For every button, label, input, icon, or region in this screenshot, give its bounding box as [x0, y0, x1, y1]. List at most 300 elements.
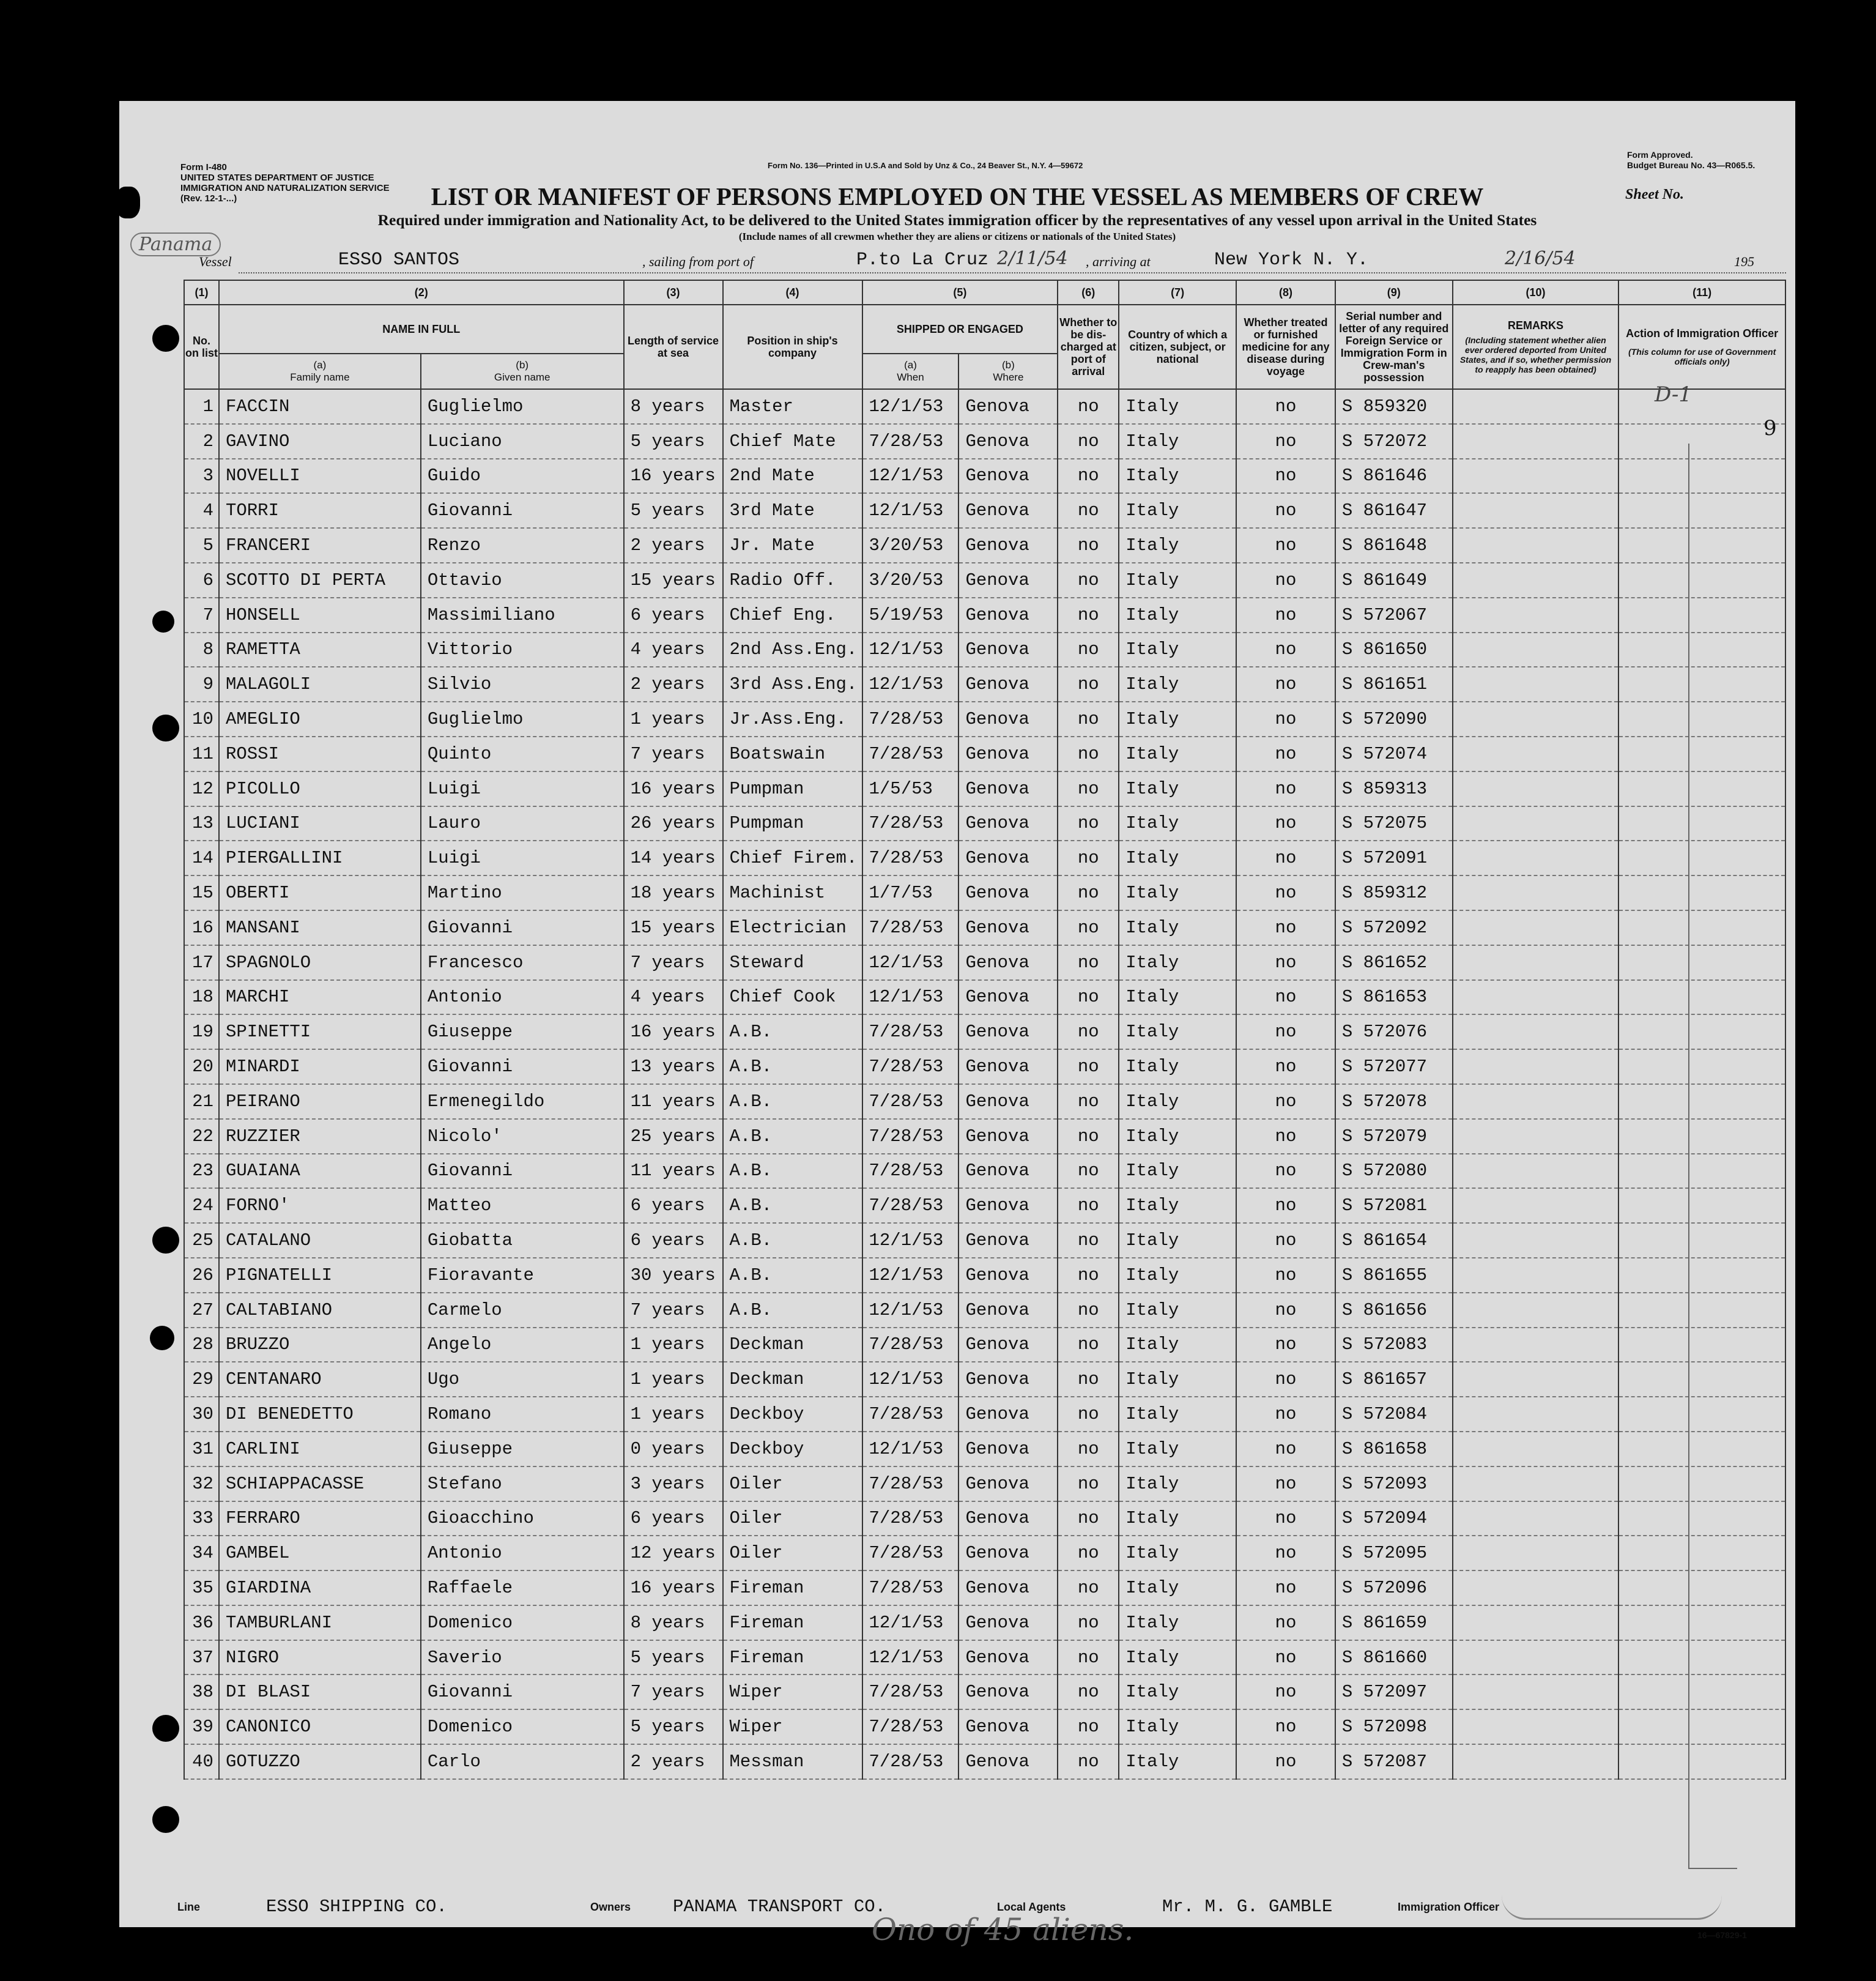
position-cell: Deckboy — [723, 1432, 862, 1466]
service-length-cell: 6 years — [624, 1223, 723, 1258]
port-to: New York N. Y. — [1214, 250, 1369, 270]
discharged-cell: no — [1058, 1049, 1119, 1084]
family-name-cell: GUAIANA — [219, 1154, 421, 1189]
service-length-cell: 5 years — [624, 1709, 723, 1744]
list-number-cell: 29 — [184, 1362, 219, 1397]
shipped-where-cell: Genova — [958, 945, 1058, 980]
table-row — [184, 424, 1785, 459]
binder-hole — [152, 611, 174, 633]
shipped-when-cell: 12/1/53 — [862, 1362, 959, 1397]
shipped-when-cell: 7/28/53 — [862, 910, 959, 945]
given-name-cell: Massimiliano — [421, 598, 624, 633]
treated-cell: no — [1236, 598, 1335, 633]
position-cell: A.B. — [723, 1119, 862, 1154]
treated-cell: no — [1236, 493, 1335, 528]
shipped-when-cell: 12/1/53 — [862, 1293, 959, 1328]
vessel-name: ESSO SANTOS — [338, 250, 460, 270]
remarks-cell — [1453, 1014, 1619, 1049]
remarks-cell — [1453, 493, 1619, 528]
shipped-where-cell: Genova — [958, 1744, 1058, 1779]
country-cell: Italy — [1119, 1570, 1236, 1605]
country-cell: Italy — [1119, 910, 1236, 945]
shipped-where-cell: Genova — [958, 1466, 1058, 1501]
action-cell — [1618, 1432, 1785, 1466]
table-row — [184, 1570, 1785, 1605]
discharged-cell: no — [1058, 806, 1119, 841]
remarks-cell — [1453, 598, 1619, 633]
treated-cell: no — [1236, 1084, 1335, 1119]
given-name-cell: Luigi — [421, 841, 624, 875]
shipped-where-cell: Genova — [958, 771, 1058, 806]
given-name-cell: Giuseppe — [421, 1014, 624, 1049]
col11-note: (This column for use of Government officials only) — [1628, 347, 1776, 366]
given-name-cell: Giovanni — [421, 493, 624, 528]
shipped-where-cell: Genova — [958, 667, 1058, 702]
shipped-when-cell: 7/28/53 — [862, 1154, 959, 1189]
shipped-when-cell: 7/28/53 — [862, 1674, 959, 1709]
col2b-title: (b) Given name — [421, 354, 624, 389]
action-cell — [1618, 1049, 1785, 1084]
country-cell: Italy — [1119, 1014, 1236, 1049]
list-number-cell: 13 — [184, 806, 219, 841]
table-row — [184, 1188, 1785, 1223]
shipped-when-cell: 12/1/53 — [862, 1605, 959, 1640]
country-cell: Italy — [1119, 1744, 1236, 1779]
action-cell — [1618, 1154, 1785, 1189]
given-name-cell: Luigi — [421, 771, 624, 806]
service-length-cell: 30 years — [624, 1258, 723, 1293]
list-number-cell: 12 — [184, 771, 219, 806]
treated-cell: no — [1236, 1501, 1335, 1536]
discharged-cell: no — [1058, 598, 1119, 633]
position-cell: Radio Off. — [723, 563, 862, 598]
country-cell: Italy — [1119, 980, 1236, 1015]
shipped-when-cell: 1/5/53 — [862, 771, 959, 806]
position-cell: Jr.Ass.Eng. — [723, 702, 862, 737]
list-number-cell: 27 — [184, 1293, 219, 1328]
country-cell: Italy — [1119, 1640, 1236, 1675]
discharged-cell: no — [1058, 1293, 1119, 1328]
action-cell — [1618, 563, 1785, 598]
shipped-where-cell: Genova — [958, 980, 1058, 1015]
remarks-cell — [1453, 1258, 1619, 1293]
table-row — [184, 1223, 1785, 1258]
treated-cell: no — [1236, 910, 1335, 945]
col3-header: (3) — [624, 280, 723, 305]
shipped-where-cell: Genova — [958, 459, 1058, 494]
given-name-cell: Giovanni — [421, 1154, 624, 1189]
country-cell: Italy — [1119, 1258, 1236, 1293]
action-cell — [1618, 806, 1785, 841]
shipped-when-cell: 7/28/53 — [862, 841, 959, 875]
shipped-when-cell: 3/20/53 — [862, 528, 959, 563]
country-cell: Italy — [1119, 1674, 1236, 1709]
col6-title: Whether to be dis-charged at port of arrival — [1058, 305, 1119, 389]
given-name-cell: Giovanni — [421, 1049, 624, 1084]
action-cell — [1618, 945, 1785, 980]
table-row — [184, 598, 1785, 633]
family-name-cell: PICOLLO — [219, 771, 421, 806]
shipped-when-cell: 12/1/53 — [862, 633, 959, 667]
remarks-cell — [1453, 841, 1619, 875]
position-cell: Chief Mate — [723, 424, 862, 459]
family-name-cell: NIGRO — [219, 1640, 421, 1675]
country-cell: Italy — [1119, 528, 1236, 563]
list-number-cell: 1 — [184, 389, 219, 424]
table-row — [184, 737, 1785, 771]
country-cell: Italy — [1119, 459, 1236, 494]
service-length-cell: 5 years — [624, 424, 723, 459]
service-length-cell: 18 years — [624, 875, 723, 910]
position-cell: A.B. — [723, 1188, 862, 1223]
list-number-cell: 32 — [184, 1466, 219, 1501]
serial-number-cell: S 861658 — [1335, 1432, 1453, 1466]
list-number-cell: 10 — [184, 702, 219, 737]
col11-header: (11) — [1618, 280, 1785, 305]
serial-number-cell: S 861649 — [1335, 563, 1453, 598]
position-cell: A.B. — [723, 1258, 862, 1293]
given-name-cell: Martino — [421, 875, 624, 910]
col10-note: (Including statement whether alien ever ordered deported from United States, and if so, whether permission to reapply has been obtained) — [1459, 335, 1612, 374]
serial-number-cell: S 861647 — [1335, 493, 1453, 528]
country-cell: Italy — [1119, 1501, 1236, 1536]
remarks-cell — [1453, 1536, 1619, 1570]
family-name-cell: PIGNATELLI — [219, 1258, 421, 1293]
shipped-when-cell: 12/1/53 — [862, 1258, 959, 1293]
given-name-cell: Ugo — [421, 1362, 624, 1397]
shipped-where-cell: Genova — [958, 633, 1058, 667]
position-cell: Fireman — [723, 1640, 862, 1675]
position-cell: Wiper — [723, 1709, 862, 1744]
serial-number-cell: S 572077 — [1335, 1049, 1453, 1084]
shipped-when-cell: 3/20/53 — [862, 563, 959, 598]
shipped-where-cell: Genova — [958, 1501, 1058, 1536]
shipped-where-cell: Genova — [958, 702, 1058, 737]
service-length-cell: 4 years — [624, 980, 723, 1015]
service-length-cell: 14 years — [624, 841, 723, 875]
col2-header: (2) — [219, 280, 624, 305]
col4-header: (4) — [723, 280, 862, 305]
family-name-cell: MANSANI — [219, 910, 421, 945]
position-cell: Oiler — [723, 1466, 862, 1501]
treated-cell: no — [1236, 1744, 1335, 1779]
serial-number-cell: S 859320 — [1335, 389, 1453, 424]
serial-number-cell: S 572074 — [1335, 737, 1453, 771]
list-number-cell: 26 — [184, 1258, 219, 1293]
serial-number-cell: S 861654 — [1335, 1223, 1453, 1258]
given-name-cell: Silvio — [421, 667, 624, 702]
action-cell — [1618, 1328, 1785, 1362]
discharged-cell: no — [1058, 1501, 1119, 1536]
shipped-where-cell: Genova — [958, 875, 1058, 910]
port-from: P.to La Cruz — [856, 250, 989, 270]
treated-cell: no — [1236, 1258, 1335, 1293]
given-name-cell: Angelo — [421, 1328, 624, 1362]
remarks-cell — [1453, 459, 1619, 494]
service-length-cell: 7 years — [624, 1674, 723, 1709]
remarks-cell — [1453, 1154, 1619, 1189]
treated-cell: no — [1236, 702, 1335, 737]
position-cell: Deckman — [723, 1362, 862, 1397]
serial-number-cell: S 572084 — [1335, 1397, 1453, 1432]
discharged-cell: no — [1058, 633, 1119, 667]
bottom-handwritten-note: Ono of 45 aliens. — [872, 1912, 1134, 1947]
given-name-cell: Antonio — [421, 1536, 624, 1570]
shipped-when-cell: 7/28/53 — [862, 1328, 959, 1362]
list-number-cell: 37 — [184, 1640, 219, 1675]
given-name-cell: Guido — [421, 459, 624, 494]
position-cell: Oiler — [723, 1501, 862, 1536]
owners-label: Owners — [590, 1901, 631, 1913]
country-cell: Italy — [1119, 667, 1236, 702]
position-cell: 3rd Mate — [723, 493, 862, 528]
remarks-cell — [1453, 667, 1619, 702]
shipped-when-cell: 12/1/53 — [862, 459, 959, 494]
discharged-cell: no — [1058, 1328, 1119, 1362]
given-name-cell: Saverio — [421, 1640, 624, 1675]
family-name-cell: DI BENEDETTO — [219, 1397, 421, 1432]
col4-title: Position in ship's company — [723, 305, 862, 389]
table-row — [184, 1014, 1785, 1049]
serial-number-cell: S 572095 — [1335, 1536, 1453, 1570]
given-name-cell: Giovanni — [421, 910, 624, 945]
action-cell — [1618, 633, 1785, 667]
list-number-cell: 18 — [184, 980, 219, 1015]
service-length-cell: 3 years — [624, 1466, 723, 1501]
table-row — [184, 1605, 1785, 1640]
serial-number-cell: S 859312 — [1335, 875, 1453, 910]
binder-hole — [152, 1227, 179, 1254]
list-number-cell: 22 — [184, 1119, 219, 1154]
shipped-where-cell: Genova — [958, 1223, 1058, 1258]
service-length-cell: 16 years — [624, 459, 723, 494]
col7-header: (7) — [1119, 280, 1236, 305]
action-cell — [1618, 1397, 1785, 1432]
given-name-cell: Giovanni — [421, 1674, 624, 1709]
line-value: ESSO SHIPPING CO. — [266, 1897, 447, 1917]
remarks-cell — [1453, 1466, 1619, 1501]
list-number-cell: 40 — [184, 1744, 219, 1779]
family-name-cell: MINARDI — [219, 1049, 421, 1084]
list-number-cell: 28 — [184, 1328, 219, 1362]
table-row — [184, 806, 1785, 841]
treated-cell: no — [1236, 563, 1335, 598]
table-row — [184, 702, 1785, 737]
remarks-cell — [1453, 771, 1619, 806]
service-length-cell: 1 years — [624, 1397, 723, 1432]
discharged-cell: no — [1058, 771, 1119, 806]
serial-number-cell: S 572094 — [1335, 1501, 1453, 1536]
country-cell: Italy — [1119, 389, 1236, 424]
serial-number-cell: S 572096 — [1335, 1570, 1453, 1605]
table-row — [184, 980, 1785, 1015]
list-number-cell: 36 — [184, 1605, 219, 1640]
family-name-cell: PEIRANO — [219, 1084, 421, 1119]
given-name-cell: Ermenegildo — [421, 1084, 624, 1119]
given-name-cell: Romano — [421, 1397, 624, 1432]
action-cell — [1618, 1744, 1785, 1779]
shipped-when-cell: 12/1/53 — [862, 1223, 959, 1258]
country-cell: Italy — [1119, 633, 1236, 667]
given-name-cell: Gioacchino — [421, 1501, 624, 1536]
shipped-where-cell: Genova — [958, 910, 1058, 945]
list-number-cell: 11 — [184, 737, 219, 771]
family-name-cell: AMEGLIO — [219, 702, 421, 737]
given-name-cell: Carmelo — [421, 1293, 624, 1328]
shipped-when-cell: 12/1/53 — [862, 980, 959, 1015]
action-cell — [1618, 459, 1785, 494]
discharged-cell: no — [1058, 841, 1119, 875]
service-length-cell: 13 years — [624, 1049, 723, 1084]
discharged-cell: no — [1058, 1084, 1119, 1119]
serial-number-cell: S 861660 — [1335, 1640, 1453, 1675]
serial-number-cell: S 572097 — [1335, 1674, 1453, 1709]
action-cell — [1618, 493, 1785, 528]
family-name-cell: TORRI — [219, 493, 421, 528]
discharged-cell: no — [1058, 910, 1119, 945]
discharged-cell: no — [1058, 1640, 1119, 1675]
position-cell: A.B. — [723, 1154, 862, 1189]
service-length-cell: 2 years — [624, 1744, 723, 1779]
table-row — [184, 1744, 1785, 1779]
year-label: 195 — [1734, 254, 1754, 269]
service-length-cell: 8 years — [624, 389, 723, 424]
treated-cell: no — [1236, 771, 1335, 806]
table-row — [184, 1362, 1785, 1397]
family-name-cell: LUCIANI — [219, 806, 421, 841]
table-row — [184, 1293, 1785, 1328]
position-cell: Chief Eng. — [723, 598, 862, 633]
list-number-cell: 30 — [184, 1397, 219, 1432]
family-name-cell: CENTANARO — [219, 1362, 421, 1397]
col5a-title: (a) When — [862, 354, 959, 389]
agents-value: Mr. M. G. GAMBLE — [1162, 1897, 1333, 1917]
family-name-cell: FACCIN — [219, 389, 421, 424]
remarks-cell — [1453, 563, 1619, 598]
service-length-cell: 8 years — [624, 1605, 723, 1640]
treated-cell: no — [1236, 1432, 1335, 1466]
given-name-cell: Francesco — [421, 945, 624, 980]
remarks-cell — [1453, 1223, 1619, 1258]
serial-number-cell: S 572072 — [1335, 424, 1453, 459]
discharged-cell: no — [1058, 1432, 1119, 1466]
remarks-cell — [1453, 702, 1619, 737]
treated-cell: no — [1236, 1605, 1335, 1640]
list-number-cell: 25 — [184, 1223, 219, 1258]
given-name-cell: Antonio — [421, 980, 624, 1015]
shipped-where-cell: Genova — [958, 1188, 1058, 1223]
treated-cell: no — [1236, 459, 1335, 494]
service-length-cell: 6 years — [624, 598, 723, 633]
shipped-when-cell: 7/28/53 — [862, 1536, 959, 1570]
country-cell: Italy — [1119, 1397, 1236, 1432]
list-number-cell: 21 — [184, 1084, 219, 1119]
service-length-cell: 1 years — [624, 1362, 723, 1397]
shipped-where-cell: Genova — [958, 528, 1058, 563]
serial-number-cell: S 861648 — [1335, 528, 1453, 563]
col10-title — [1453, 305, 1619, 389]
treated-cell: no — [1236, 1397, 1335, 1432]
country-cell: Italy — [1119, 1328, 1236, 1362]
shipped-when-cell: 7/28/53 — [862, 1049, 959, 1084]
family-name-cell: CATALANO — [219, 1223, 421, 1258]
service-length-cell: 1 years — [624, 1328, 723, 1362]
shipped-when-cell: 7/28/53 — [862, 1119, 959, 1154]
serial-number-cell: S 572067 — [1335, 598, 1453, 633]
discharged-cell: no — [1058, 1397, 1119, 1432]
service-length-cell: 4 years — [624, 633, 723, 667]
serial-number-cell: S 859313 — [1335, 771, 1453, 806]
discharged-cell: no — [1058, 459, 1119, 494]
binder-hole — [152, 715, 179, 741]
action-cell — [1618, 1536, 1785, 1570]
given-name-cell: Raffaele — [421, 1570, 624, 1605]
given-name-cell: Giobatta — [421, 1223, 624, 1258]
shipped-where-cell: Genova — [958, 1293, 1058, 1328]
action-cell — [1618, 1674, 1785, 1709]
service-length-cell: 6 years — [624, 1188, 723, 1223]
action-column-stroke — [1688, 444, 1689, 1869]
service-length-cell: 2 years — [624, 667, 723, 702]
country-cell: Italy — [1119, 1119, 1236, 1154]
country-cell: Italy — [1119, 1432, 1236, 1466]
treated-cell: no — [1236, 1293, 1335, 1328]
service-length-cell: 16 years — [624, 1014, 723, 1049]
remarks-cell — [1453, 1640, 1619, 1675]
family-name-cell: SPAGNOLO — [219, 945, 421, 980]
position-cell: Steward — [723, 945, 862, 980]
serial-number-cell: S 572090 — [1335, 702, 1453, 737]
serial-number-cell: S 572079 — [1335, 1119, 1453, 1154]
action-cell — [1618, 702, 1785, 737]
action-handwritten-mark: D-1 — [1655, 382, 1692, 407]
table-row — [184, 1397, 1785, 1432]
remarks-cell — [1453, 945, 1619, 980]
country-cell: Italy — [1119, 1154, 1236, 1189]
family-name-cell: GAVINO — [219, 424, 421, 459]
remarks-cell — [1453, 424, 1619, 459]
discharged-cell: no — [1058, 945, 1119, 980]
treated-cell: no — [1236, 1536, 1335, 1570]
treated-cell: no — [1236, 667, 1335, 702]
service-length-cell: 1 years — [624, 702, 723, 737]
position-cell: Deckman — [723, 1328, 862, 1362]
position-cell: Machinist — [723, 875, 862, 910]
list-number-cell: 17 — [184, 945, 219, 980]
shipped-when-cell: 7/28/53 — [862, 1084, 959, 1119]
shipped-where-cell: Genova — [958, 1570, 1058, 1605]
action-cell — [1618, 389, 1785, 424]
service-length-cell: 5 years — [624, 1640, 723, 1675]
country-cell: Italy — [1119, 841, 1236, 875]
shipped-where-cell: Genova — [958, 424, 1058, 459]
discharged-cell: no — [1058, 875, 1119, 910]
table-row — [184, 667, 1785, 702]
discharged-cell: no — [1058, 1258, 1119, 1293]
remarks-cell — [1453, 1432, 1619, 1466]
country-cell: Italy — [1119, 1049, 1236, 1084]
officer-signature — [1502, 1881, 1722, 1920]
position-cell: Pumpman — [723, 806, 862, 841]
family-name-cell: SPINETTI — [219, 1014, 421, 1049]
country-cell: Italy — [1119, 1466, 1236, 1501]
page-subtitle: Required under immigration and Nationality Act, to be delivered to the United States immigration officer by the representatives of any vessel upon arrival in the United States — [377, 211, 1537, 229]
action-cell — [1618, 841, 1785, 875]
discharged-cell: no — [1058, 493, 1119, 528]
serial-number-cell: S 572080 — [1335, 1154, 1453, 1189]
position-cell: A.B. — [723, 1223, 862, 1258]
shipped-where-cell: Genova — [958, 1258, 1058, 1293]
